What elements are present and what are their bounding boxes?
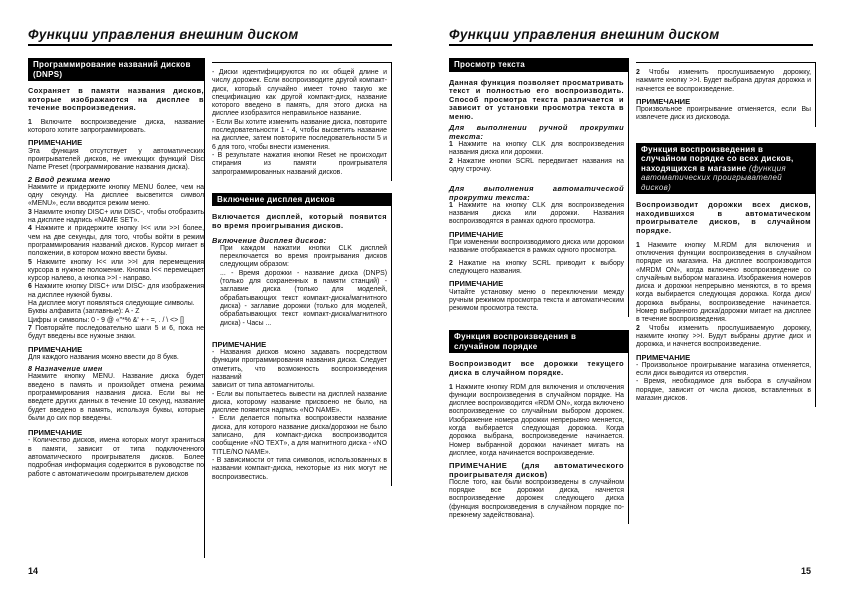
body-text: При каждом нажатии кнопки CLK дисплей переключается во время проигрывания дисков следующим образом: xyxy=(220,244,387,269)
note-heading: ПРИМЕЧАНИЕ xyxy=(28,428,83,438)
note-text: Эта функция отсутствует у автоматических проигрывателей дисков, не имеющих функций Disc Name Preset (программирование названия диска). xyxy=(28,147,204,172)
step-7: 7 Повторяйте последовательно шаги 5 и 6, пока не будут введены все нужные знаки. xyxy=(28,324,204,341)
display-sequence: ... - Время дорожки - название диска (DNPS) (только для сохраненных в памяти станций) - заглавие диска (только для моделей, обрабатывающих текст компакт-диска/магнитного диска) - заглавие дорожки (только для моделей, обрабатывающих текст компакт-диска/магнитного диска) - Часы ... xyxy=(220,269,387,327)
note-item: - Произвольное проигрывание магазина отменяется, если диск выводится из отверстия. xyxy=(636,361,811,378)
column-text-view xyxy=(449,58,629,524)
step-8-heading: 8 Назначение имен xyxy=(28,364,103,374)
note-item: зависит от типа автомагнитолы. xyxy=(212,382,315,390)
note-text: Произвольное проигрывание отменяется, если Вы извлечете диск из дисковода. xyxy=(636,106,811,122)
column-divider xyxy=(204,58,205,558)
step-4: 4 Нажмите и придержите кнопку I<< или >>I более, чем на две секунды, для того, чтобы войти в режим программирования названий дисков. Курсор мигает в положении, в котором можно ввести буквы. xyxy=(28,225,204,258)
random-step-2: 2 Чтобы изменить прослушиваемую дорожку, нажмите кнопку >>I. Будет выбрана другая дорожка и начнется ее воспроизведение. xyxy=(636,69,811,93)
digits-list: Цифры и символы: 0 - 9 @ «"*% &' + - =, . / \ <> [] xyxy=(28,316,184,324)
note-heading: ПРИМЕЧАНИЕ xyxy=(28,138,83,148)
section-heading-display: Включение дисплея дисков xyxy=(212,193,392,207)
section-body-random xyxy=(449,353,629,524)
note-heading: ПРИМЕЧАНИЕ xyxy=(449,279,504,289)
section-body-dnps xyxy=(28,81,204,479)
step-2: Нажмите и придержите кнопку MENU более, чем на одну секунду. На дисплее высветится символ «MENU», если вводится режим меню. xyxy=(28,183,204,208)
section-lead: Данная функция позволяет просматривать текст и полностью его воспроизводить. Способ просмотра текста различается и зависит от установки просмотра текста в меню. xyxy=(449,77,624,121)
note-text: При изменении воспроизводимого диска или дорожки название отображается в рамках одного просмотра. xyxy=(449,239,624,255)
section-heading-random: Функция воспроизведения в случайном порядке xyxy=(449,330,629,353)
note-item: - Названия дисков можно задавать посредством функции программирования названия диска. Следует отметить, что возможность воспроизведения названий xyxy=(212,349,387,381)
note-item: - Если вы попытаетесь вывести на дисплей название диска, которому название присвоено не было, на дисплее появится надпись «NO NAME». xyxy=(212,390,387,415)
note-heading: ПРИМЕЧАНИЕ xyxy=(636,96,691,106)
note-heading: ПРИМЕЧАНИЕ (для автоматического проигрывателя дисков) xyxy=(449,461,624,479)
magazine-step-2: 2 Чтобы изменить прослушиваемую дорожку, нажмите кнопку >>I. Будут выбраны другие диск и дорожка, и начнется воспроизведение. xyxy=(636,324,811,349)
page-title: Функции управления внешним диском xyxy=(28,27,392,46)
page-title: Функции управления внешним диском xyxy=(449,27,813,46)
note-text: После того, как были воспроизведены в случайном порядке все дорожки диска, начнется воспроизведение дорожек следующего диска (функция воспроизведения в случайном порядке по-прежнему задействована). xyxy=(449,478,624,520)
column-dnps xyxy=(28,58,204,479)
section-body-text-view xyxy=(449,72,629,318)
auto-step-1: 1 Нажмите на кнопку CLK для воспроизведения названия диска или дорожки. Названия воспроизводятся в рамках одного просмотра. xyxy=(449,201,624,226)
note-item: - Диски идентифицируются по их общей длине и числу дорожек. Если воспроизводите другой компакт-диск, который случайно имеет точно такую же спецификацию как другой компакт-диск, название которого введено в память, для этого диска на дисплее изобразится неправильное название. xyxy=(212,69,387,118)
column-display xyxy=(212,62,392,486)
random-continued xyxy=(636,62,816,127)
section-heading-magazine: Функция воспроизведения в случайном порядке со всех дисков, находящихся в магазине (функция автоматических проигрывателей дисков) xyxy=(636,143,816,195)
section-lead: Воспроизводит дорожки всех дисков, находившихся в автоматическом проигрывателе дисков, в случайном порядке. xyxy=(636,200,811,236)
page-15 xyxy=(421,0,842,595)
section-lead: Воспроизводит все дорожки текущего диска в случайном порядке. xyxy=(449,359,624,377)
column-magazine xyxy=(636,62,816,407)
section-heading-dnps: Программирование названий дисков (DNPS) xyxy=(28,58,204,81)
step-8: Нажмите кнопку MENU. Название диска будет введено в память и произойдет отмена режима программирования названия диска. Если вы не введете других данных в течение 10 секунд, название будет введено в память, используя буквы, которые были до сих пор введены. xyxy=(28,373,204,422)
note-item: - Если делается попытка воспроизвести название диска, для которого название диска/дорожки не было записано, для компакт-диска воспроизводится сообщение «NO TEXT», а для магнитного диска - «NO TITLE/NO NAME». xyxy=(212,415,387,456)
section-heading-text-view: Просмотр текста xyxy=(449,58,629,72)
dnps-continued xyxy=(212,62,392,181)
step-5: 5 Нажмите кнопку I<< или >>I для перемещения курсора в нужное положение. Кнопка I<< перемещает курсор налево, а кнопка >>I - направо. xyxy=(28,258,204,283)
auto-step-2: 2 Нажатие на кнопку SCRL приводит к выбору следующего названия. xyxy=(449,259,624,275)
note-text: - Количество дисков, имена которых могут храниться в памяти, зависит от типа подключенного автоматического проигрывателя дисков. Более подробная информация содержится в руководстве по работе с автоматическим проигрывателем дисков xyxy=(28,437,204,478)
note-item: - Время, необходимое для выбора в случайном порядке, зависит от числа дисков, вставленных в магазин дисков. xyxy=(636,378,811,402)
note-heading: ПРИМЕЧАНИЕ xyxy=(449,229,504,239)
note-heading: ПРИМЕЧАНИЕ xyxy=(28,344,83,354)
magazine-step-1: 1 Нажмите кнопку M.RDM для включения и отключения функции воспроизведения в случайном порядке из магазина. На дисплее воспроизводится «MRDM ON», когда включено воспроизведение со случайным выбором магазина. Изображения номеров диска и дорожки непрерывно меняются, в то время когда выбирается следующая дорожка. Когда диск/дорожка выбраны, воспроизведение начинается. Номер выбранного диска/дорожки мигает на дисплее в течение воспроизведения. xyxy=(636,241,811,324)
note-heading: ПРИМЕЧАНИЕ xyxy=(212,339,267,349)
page-number: 14 xyxy=(28,566,39,576)
page-number: 15 xyxy=(801,566,812,576)
subheading: Включение дисплея дисков: xyxy=(212,235,327,245)
manual-step-2: 2 Нажатие кнопки SCRL передвигает названия на одну строчку. xyxy=(449,157,624,173)
note-heading: ПРИМЕЧАНИЕ xyxy=(636,352,691,362)
section-body-display xyxy=(212,206,392,486)
symbols-intro: На дисплее могут появляться следующие символы. xyxy=(28,300,195,308)
manual-step-1: 1 Нажмите на кнопку CLK для воспроизведения названия диска или дорожки. xyxy=(449,141,624,157)
note-text: Читайте установку меню о переключении между ручным режимом просмотра текста и автоматическим режимом просмотра текста. xyxy=(449,288,624,313)
random-step-1: 1 Нажмите кнопку RDM для включения и отключения функции воспроизведения в случайном порядке. На дисплее воспроизводится «RDM ON», когда включено воспроизведение со случайным выбором дорожек. Изображение номера дорожки непрерывно меняется, когда выбирается следующая дорожка. Когда дорожка выбрана, воспроизведение начинается. Номер выбранной дорожки начинает мигать на дисплее, когда начинается воспроизведение. xyxy=(449,383,624,457)
section-lead: Сохраняет в памяти названия дисков, которые изображаются на дисплее в течение воспроизведения. xyxy=(28,86,204,113)
step-1: 1 Включите воспроизведение диска, название которого хотите запрограммировать. xyxy=(28,118,204,135)
section-body-magazine xyxy=(636,194,816,407)
note-item: - Если Вы хотите изменить название диска, повторите последовательности 1 - 4, чтобы высветить название на дисплее, затем повторите последовательности 5 и 6 для того, чтобы внести изменения. xyxy=(212,118,387,151)
step-2-heading: 2 Ввод режима меню xyxy=(28,174,111,184)
note-item: - В результате нажатия кнопки Reset не происходит стирания из памяти проигрывателя запрограммированных названий дисков. xyxy=(212,151,387,176)
letters-list: Буквы алфавита (заглавные): A - Z xyxy=(28,308,140,316)
note-item: - В зависимости от типа символов, использованных в названии компакт-диска, некоторые из них могут не воспроизвестись. xyxy=(212,456,387,481)
step-6: 6 Нажмите кнопку DISC+ или DISC- для изображения на дисплее нужной буквы. xyxy=(28,283,204,299)
subheading-auto: Для выполнения автоматической прокрутки текста: xyxy=(449,184,624,202)
subheading-manual: Для выполнении ручной прокрутки текста: xyxy=(449,123,624,141)
step-3: 3 Нажмите кнопку DISC+ или DISC-, чтобы отобразить на дисплее надпись «NAME SET». xyxy=(28,208,204,225)
section-lead: Включается дисплей, который появится во время проигрывания дисков. xyxy=(212,212,387,230)
note-text: Для каждого названия можно ввести до 8 букв. xyxy=(28,353,179,361)
